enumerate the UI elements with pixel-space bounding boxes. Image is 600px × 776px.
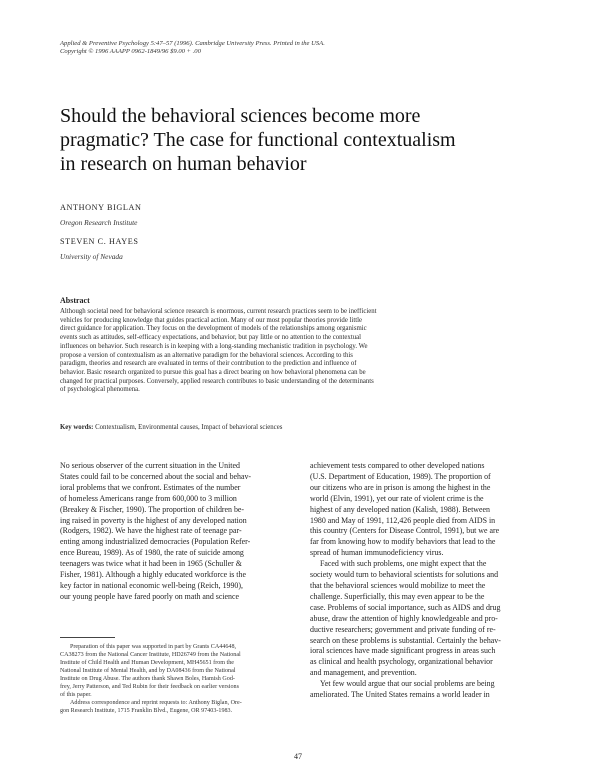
body-line: Fisher, 1981). Although a highly educated workforce is the xyxy=(60,570,246,580)
body-line: achievement tests compared to other developed nations xyxy=(310,461,485,470)
body-line: States could fail to be concerned about the social and behav- xyxy=(60,471,252,481)
title-line: pragmatic? The case for functional contextualism xyxy=(60,129,456,151)
body-line: and management, and prevention. xyxy=(310,668,417,678)
body-line: ence Bureau, 1989). As of 1980, the rate of suicide among xyxy=(60,548,244,558)
abstract-line: changed for practical purposes. Conversely, applied research contributes to basic understanding of the determinants xyxy=(60,377,374,385)
body-line: case. Problems of social importance, such as AIDS and drug xyxy=(310,602,501,612)
footnote-line: Institute of Child Health and Human Development, MH45651 from the xyxy=(60,660,234,666)
author-name: ANTHONY BIGLAN xyxy=(60,203,142,212)
body-line: abuse, draw the attention of highly knowledgeable and pro- xyxy=(310,613,498,623)
copyright-line: Copyright © 1996 AAAPP 0962-1849/96 $9.00 + .00 xyxy=(60,48,201,56)
body-line: Faced with such problems, one might expect that the xyxy=(320,559,487,569)
abstract-line: propose a version of contextualism as an alternative paradigm for the behavioral sciences. According to this xyxy=(60,351,353,359)
body-line: far from knowing how to modify behaviors that lead to the xyxy=(310,537,496,547)
journal-citation: Applied & Preventive Psychology 5:47–57 (1996). Cambridge University Press. Printed in the USA. xyxy=(60,40,325,47)
body-line: (Rodgers, 1982). We have the highest rate of teenage par- xyxy=(60,526,242,536)
body-line: ameliorated. The United States remains a world leader in xyxy=(310,690,490,700)
body-column-left xyxy=(60,461,290,603)
footnote-line: Preparation of this paper was supported in part by Grants CA44648, xyxy=(70,644,237,650)
keywords xyxy=(60,424,546,431)
author-affiliation: Oregon Research Institute xyxy=(60,218,138,227)
body-line: (Breakey & Fischer, 1990). The proportion of children be- xyxy=(60,504,245,514)
footnote-divider xyxy=(60,637,115,638)
body-line: as clinical and health psychology, organizational behavior xyxy=(310,657,493,667)
footnote-line: National Institute of Mental Health, and by DA08436 from the National xyxy=(60,668,236,674)
footnote xyxy=(60,643,292,715)
author-name: STEVEN C. HAYES xyxy=(60,237,139,246)
keywords-text: Contextualism, Environmental causes, Impact of behavioral sciences xyxy=(95,424,283,431)
body-line: spread of human immunodeficiency virus. xyxy=(310,548,444,558)
keywords-label: Key words: xyxy=(60,424,94,431)
page-number: 47 xyxy=(294,752,302,761)
footnote-line: CA38273 from the National Cancer Institute, HD26749 from the National xyxy=(60,652,241,658)
abstract-heading: Abstract xyxy=(60,296,90,305)
body-line: ductive researchers; government and private funding of re- xyxy=(310,624,496,634)
footnote-line: gon Research Institute, 1715 Franklin Blvd., Eugene, OR 97403-1983. xyxy=(60,708,233,714)
body-line: (U.S. Department of Education, 1989). The proportion of xyxy=(310,471,491,481)
title-line: Should the behavioral sciences become more xyxy=(60,105,421,127)
abstract-line: direct guidance for application. They focus on the development of models of the relationships among organismic xyxy=(60,325,367,333)
body-line: that the behavioral sciences would mobilize to meet the xyxy=(310,580,486,590)
body-line: search on these problems is substantial. Certainly the behav- xyxy=(310,635,501,645)
body-line: key factor in national economic well-being (Reich, 1990), xyxy=(60,580,243,590)
abstract-text xyxy=(60,308,546,395)
body-line: highest of any developed nation (Kalish, 1988). Between xyxy=(310,504,490,514)
article-title xyxy=(60,104,530,176)
footnote-line: of this paper. xyxy=(60,692,92,698)
abstract-line: vehicles for producing knowledge that guides practical action. Many of our most popular theories provide little xyxy=(60,316,362,324)
body-line: enting among industrialized democracies (Population Refer- xyxy=(60,537,251,547)
abstract-line: Although societal need for behavioral science research is enormous, current research practices seem to be inefficient xyxy=(60,308,377,315)
abstract-line: paradigm, theories and research are evaluated in terms of their contribution to the prediction and influence of xyxy=(60,360,357,368)
footnote-line: Institute on Drug Abuse. The authors thank Shawn Boles, Hamish God- xyxy=(60,676,235,682)
body-line: this country (Centers for Disease Control, 1991), but we are xyxy=(310,526,500,536)
abstract-line: of psychological phenomena. xyxy=(60,386,140,394)
body-line: our citizens who are in prison is among the highest in the xyxy=(310,482,491,492)
body-line: Yet few would argue that our social problems are being xyxy=(320,679,495,689)
footnote-line: frey, Jerry Patterson, and Ted Rubin for their feedback on earlier versions xyxy=(60,684,239,690)
body-line: of homeless Americans range from 600,000 to 3 million xyxy=(60,493,237,503)
abstract-line: events such as attitudes, self-efficacy expectations, and behavior, but pay little or no attention to the contextual xyxy=(60,334,362,342)
body-line: 1980 and May of 1991, 112,426 people died from AIDS in xyxy=(310,515,496,525)
body-line: our young people have fared poorly on math and science xyxy=(60,591,240,601)
title-line: in research on human behavior xyxy=(60,153,307,175)
body-line: world (Elvin, 1991), yet our rate of violent crime is the xyxy=(310,493,484,503)
body-line: ing raised in poverty is the highest of any developed nation xyxy=(60,515,247,525)
running-header xyxy=(60,40,560,57)
footnote-line: Address correspondence and reprint requests to: Anthony Biglan, Ore- xyxy=(70,700,242,706)
abstract-line: behavior. Basic research organized to pursue this goal has a direct bearing on how behavioral phenomena can be xyxy=(60,368,366,376)
body-line: No serious observer of the current situation in the United xyxy=(60,461,240,470)
body-line: ioral problems that we confront. Estimates of the number xyxy=(60,482,241,492)
body-column-right xyxy=(310,461,540,701)
body-line: society would turn to behavioral scientists for solutions and xyxy=(310,570,499,580)
body-line: ioral sciences have made significant progress in areas such xyxy=(310,646,496,656)
body-line: teenagers was twice what it had been in 1965 (Schuller & xyxy=(60,559,242,569)
body-line: challenge. Superficially, this may even appear to be the xyxy=(310,591,485,601)
author-affiliation: University of Nevada xyxy=(60,252,123,261)
abstract-line: influences on behavior. Such research is in keeping with a long-standing mechanistic tradition in psychology. We xyxy=(60,342,368,350)
